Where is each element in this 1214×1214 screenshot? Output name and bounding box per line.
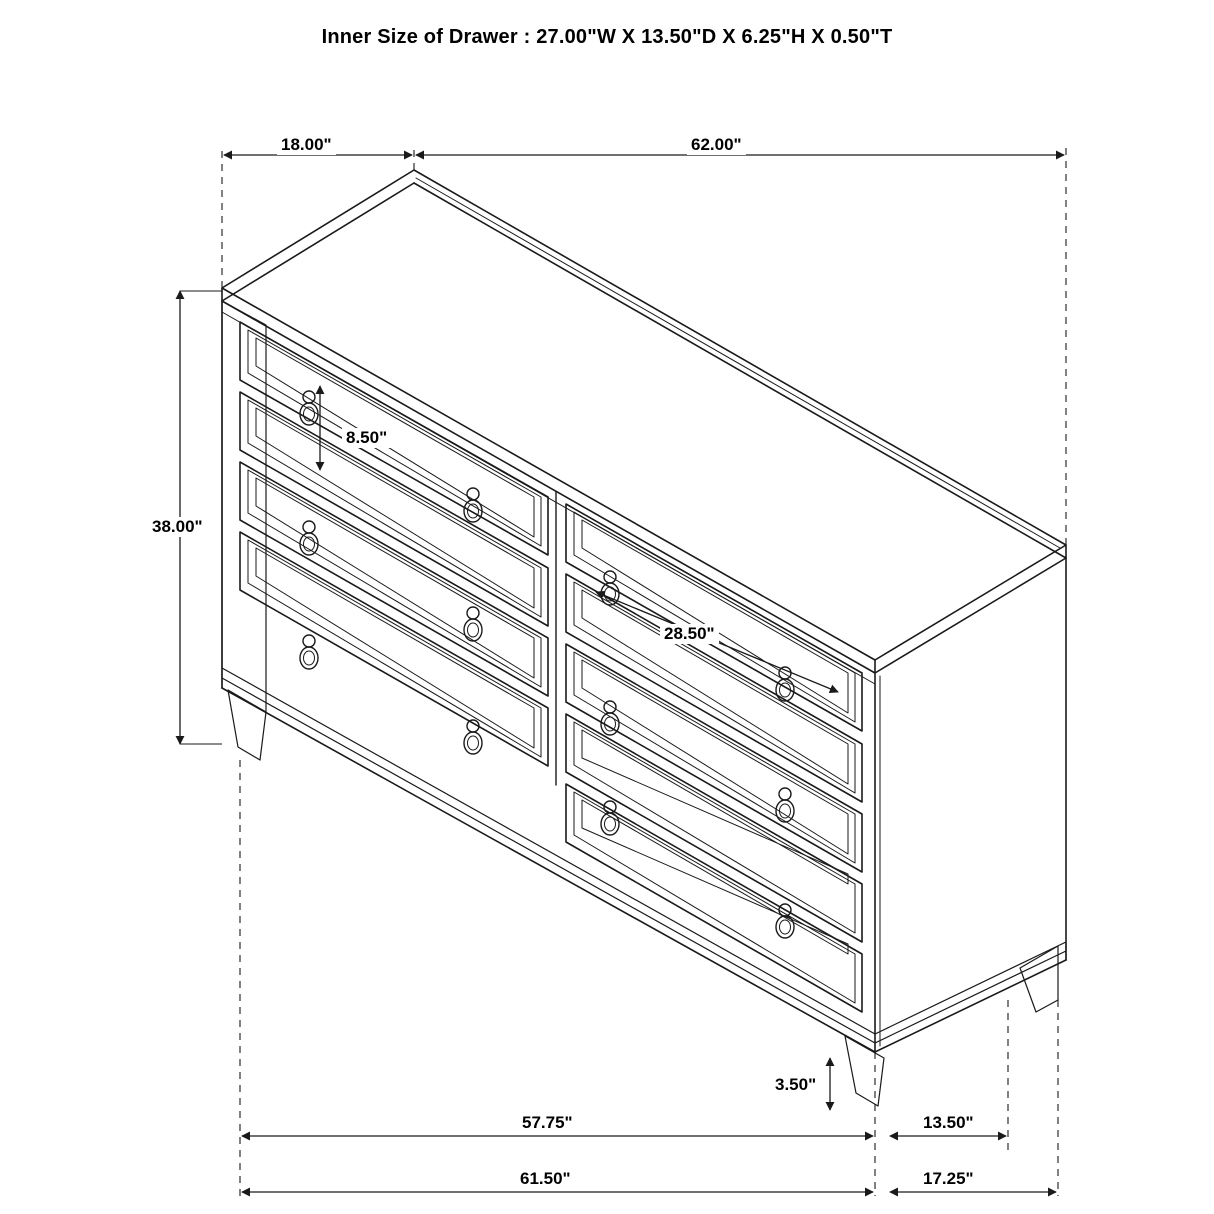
ring-pull-icon: [464, 488, 482, 522]
label-base-front-width: 57.75": [518, 1113, 577, 1133]
label-drawer-height: 8.50": [342, 428, 391, 448]
ring-pull-icon: [464, 720, 482, 754]
label-width-top: 62.00": [687, 135, 746, 155]
label-drawer-width: 28.50": [660, 624, 719, 644]
label-depth-top: 18.00": [277, 135, 336, 155]
drawer-right-5[interactable]: [566, 784, 862, 1012]
drawer-right-4[interactable]: [566, 714, 862, 942]
drawer-right-1[interactable]: [566, 504, 862, 731]
ring-pull-icon: [300, 521, 318, 555]
drawer-left-1[interactable]: [240, 322, 548, 555]
page-title: Inner Size of Drawer : 27.00"W X 13.50"D X 6.25"H X 0.50"T: [321, 26, 893, 48]
label-base-side-depth: 13.50": [919, 1113, 978, 1133]
label-leg-height: 3.50": [771, 1075, 820, 1095]
ring-pull-icon: [300, 635, 318, 669]
label-overall-side-depth: 17.25": [919, 1169, 978, 1189]
drawer-right-3[interactable]: [566, 644, 862, 872]
drawer-left-4[interactable]: [240, 532, 548, 766]
ring-pull-icon: [601, 801, 619, 835]
label-height-total: 38.00": [148, 517, 207, 537]
label-overall-front-width: 61.50": [516, 1169, 575, 1189]
ring-pull-icon: [601, 701, 619, 735]
drawer-right-2[interactable]: [566, 574, 862, 802]
dresser-legs: [228, 690, 1058, 1106]
